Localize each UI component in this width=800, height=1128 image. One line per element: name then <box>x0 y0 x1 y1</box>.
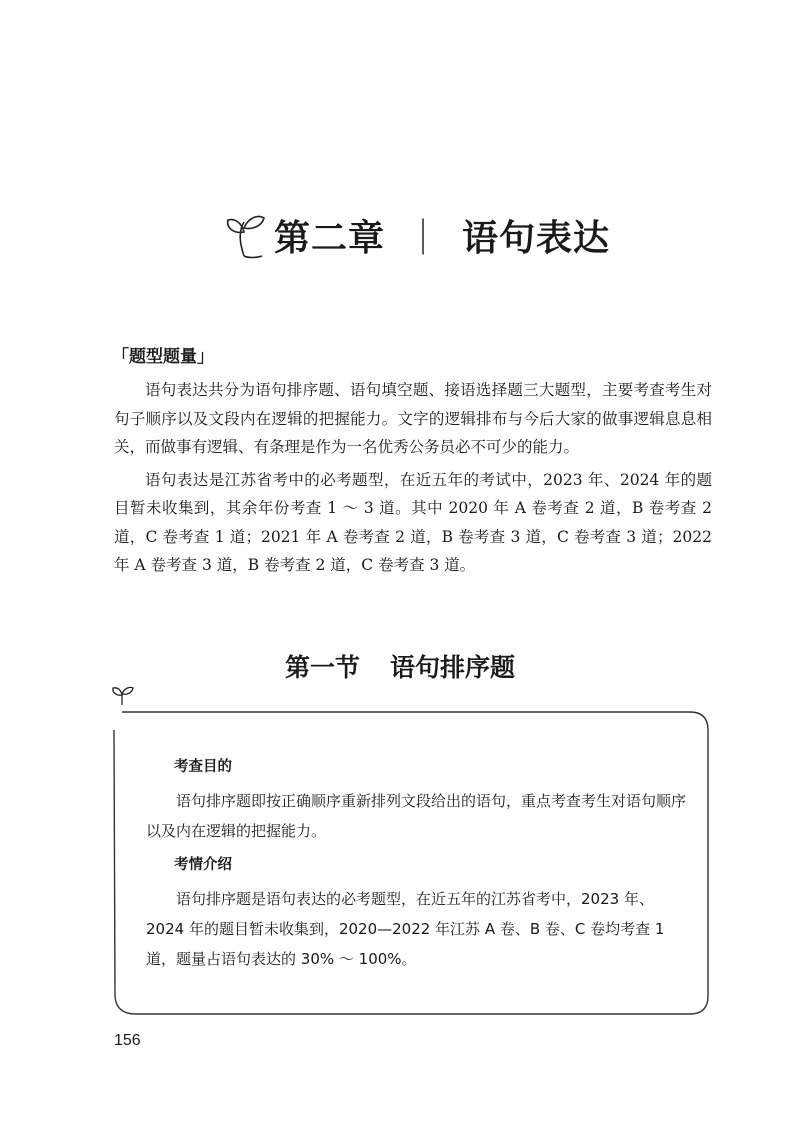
chapter-name: 语句表达 <box>462 217 611 259</box>
section-title: 语句排序题 <box>390 653 516 682</box>
purpose-text: 语句排序题即按正确顺序重新排列文段给出的语句，重点考查考生对语句顺序以及内在逻辑的把握能力。 <box>146 792 687 840</box>
intro-paragraph: 语句表达是江苏省考中的必考题型，在近五年的考试中，2023 年、2024 年的题目暂未收集到，其余年份考查 1 ～ 3 道。其中 2020 年 A 卷考查 2 道，B 卷考查 2 道，C 卷考查 1 道；2021 年 A 卷考查 2 道，B 卷考查 3 道，C 卷考查 3 道；2022 年 A 卷考查 3 道，B 卷考查 2 道，C 卷考查 3 道。 <box>114 470 712 574</box>
page-number: 156 <box>114 1032 141 1049</box>
chapter-separator: ｜ <box>405 217 443 259</box>
topic-tag: 「题型题量」 <box>112 347 214 367</box>
chapter-number: 第二章 <box>274 217 386 259</box>
purpose-label: 考查目的 <box>174 759 232 775</box>
chapter-title <box>222 200 610 270</box>
overview-label: 考情介绍 <box>174 857 232 873</box>
sprout-icon <box>222 210 272 260</box>
info-box-content <box>146 752 691 978</box>
section-heading <box>0 648 800 684</box>
overview-text: 语句排序题是语句表达的必考题型，在近五年的江苏省考中，2023 年、2024 年的题目暂未收集到，2020—2022 年江苏 A 卷、B 卷、C 卷均考查 1 道，题量占语句表达的 30% ～ 100%。 <box>146 890 665 968</box>
section-number: 第一节 <box>284 653 360 682</box>
intro-body <box>114 376 712 580</box>
intro-paragraph: 语句表达共分为语句排序题、语句填空题、接语选择题三大题型，主要考查考生对句子顺序以及文段内在逻辑的把握能力。文字的逻辑排布与今后大家的做事逻辑息息相关，而做事有逻辑、有条理是作为一名优秀公务员必不可少的能力。 <box>114 381 712 456</box>
small-sprout-icon <box>109 684 135 706</box>
